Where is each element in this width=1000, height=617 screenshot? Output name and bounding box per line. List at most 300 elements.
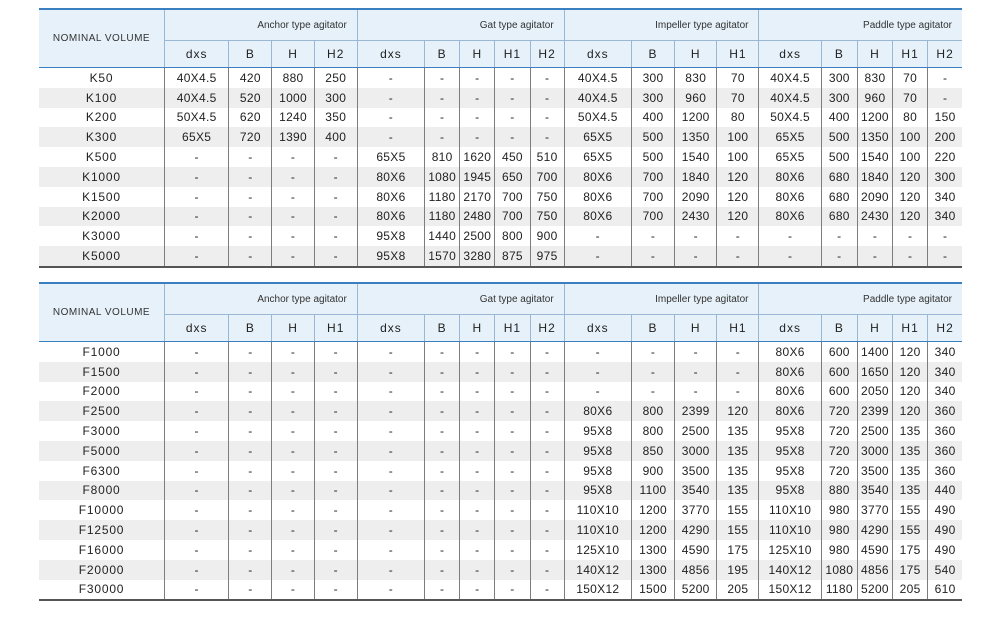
nominal-volume-cell: F16000 bbox=[39, 540, 165, 560]
column-header: dxs bbox=[357, 315, 424, 342]
table-cell: - bbox=[530, 481, 564, 501]
table-cell: 135 bbox=[717, 421, 759, 441]
table-cell: 830 bbox=[857, 68, 892, 88]
table-cell: 1440 bbox=[425, 226, 460, 246]
table-cell: 70 bbox=[717, 88, 759, 108]
table-cell: 400 bbox=[314, 127, 357, 147]
table-cell: - bbox=[821, 246, 857, 267]
table-cell: 880 bbox=[272, 68, 314, 88]
table-cell: 720 bbox=[821, 401, 857, 421]
table-cell: 95X8 bbox=[564, 481, 631, 501]
table-cell: - bbox=[229, 342, 272, 362]
table-cell: 980 bbox=[821, 520, 857, 540]
table-cell: - bbox=[495, 461, 530, 481]
table-row bbox=[39, 342, 962, 362]
table-cell: 3000 bbox=[675, 441, 717, 461]
table-cell: 2500 bbox=[460, 226, 495, 246]
table-cell: 490 bbox=[934, 503, 956, 518]
table-cell: 600 bbox=[821, 342, 857, 362]
table-cell: - bbox=[717, 362, 759, 382]
table-cell: - bbox=[425, 441, 460, 461]
table-cell: 1400 bbox=[857, 342, 892, 362]
column-header: dxs bbox=[564, 315, 631, 342]
table-cell: 95X8 bbox=[564, 441, 631, 461]
table-cell: - bbox=[314, 401, 357, 421]
table-cell: 520 bbox=[229, 88, 272, 108]
table-cell: 95X8 bbox=[564, 421, 631, 441]
table-cell: - bbox=[821, 226, 857, 246]
table-cell: 40X4.5 bbox=[165, 88, 229, 108]
table-cell: - bbox=[425, 108, 460, 128]
table-cell: - bbox=[229, 580, 272, 601]
column-header: H1 bbox=[495, 315, 530, 342]
table-cell: 135 bbox=[893, 481, 928, 501]
table-cell: 80X6 bbox=[759, 382, 821, 402]
table-cell: 5200 bbox=[675, 580, 717, 601]
table-cell: 95X8 bbox=[357, 226, 424, 246]
anchor-group-header: Anchor type agitator bbox=[165, 9, 358, 41]
table-cell: - bbox=[357, 560, 424, 580]
table-cell: 340 bbox=[934, 384, 956, 399]
table-cell: - bbox=[314, 342, 357, 362]
table-cell: - bbox=[425, 560, 460, 580]
nominal-volume-cell: K500 bbox=[39, 147, 165, 167]
table-cell: 1350 bbox=[857, 127, 892, 147]
table-cell: - bbox=[460, 88, 495, 108]
table-cell: - bbox=[314, 167, 357, 187]
table-row bbox=[39, 540, 962, 560]
nominal-volume-cell: K100 bbox=[39, 88, 165, 108]
table-cell: - bbox=[229, 226, 272, 246]
k-series-spec-table bbox=[39, 8, 962, 268]
table-cell: 2090 bbox=[675, 187, 717, 207]
table-cell: - bbox=[425, 88, 460, 108]
table-cell: - bbox=[314, 187, 357, 207]
table-cell: - bbox=[425, 382, 460, 402]
column-header: H bbox=[675, 41, 717, 68]
table-cell: - bbox=[357, 481, 424, 501]
table-cell: 100 bbox=[717, 127, 759, 147]
table-cell: - bbox=[460, 540, 495, 560]
table-cell: - bbox=[229, 187, 272, 207]
table-cell: 340 bbox=[934, 344, 956, 359]
table-cell: 1000 bbox=[272, 88, 314, 108]
column-header: H bbox=[460, 41, 495, 68]
table-cell: 40X4.5 bbox=[759, 68, 821, 88]
table-cell: - bbox=[530, 401, 564, 421]
nominal-volume-cell: K1500 bbox=[39, 187, 165, 207]
column-header: B bbox=[229, 41, 272, 68]
nominal-volume-cell: F10000 bbox=[39, 500, 165, 520]
table-cell: - bbox=[165, 520, 229, 540]
table-cell: - bbox=[272, 401, 314, 421]
table-cell: - bbox=[530, 68, 564, 88]
table-cell: 1945 bbox=[460, 167, 495, 187]
table-cell: - bbox=[165, 342, 229, 362]
table-cell: 4290 bbox=[857, 520, 892, 540]
table-cell: 120 bbox=[717, 167, 759, 187]
table-cell: - bbox=[165, 207, 229, 227]
table-cell: 440 bbox=[928, 481, 962, 501]
table-cell: 1500 bbox=[631, 580, 674, 601]
table-cell: 150X12 bbox=[564, 580, 631, 601]
table-cell: 65X5 bbox=[357, 147, 424, 167]
table-cell: - bbox=[165, 421, 229, 441]
table-cell: 110X10 bbox=[759, 500, 821, 520]
table-cell: - bbox=[314, 421, 357, 441]
column-header: dxs bbox=[564, 41, 631, 68]
table-cell: - bbox=[165, 481, 229, 501]
table-cell: - bbox=[357, 520, 424, 540]
table-cell: - bbox=[495, 580, 530, 601]
table-row bbox=[39, 147, 962, 167]
paddle-group-header: Paddle type agitator bbox=[759, 283, 962, 315]
table-cell: 810 bbox=[425, 147, 460, 167]
table-cell: - bbox=[425, 580, 460, 601]
table-cell: - bbox=[165, 540, 229, 560]
table-cell: - bbox=[425, 68, 460, 88]
table-cell: - bbox=[495, 540, 530, 560]
table-cell: 610 bbox=[928, 580, 962, 601]
table-cell: - bbox=[229, 246, 272, 267]
table-cell: 250 bbox=[314, 68, 357, 88]
table-cell: 3540 bbox=[857, 481, 892, 501]
column-header-row bbox=[39, 315, 962, 342]
table-cell: 100 bbox=[717, 147, 759, 167]
table-cell: 3540 bbox=[675, 481, 717, 501]
table-cell: - bbox=[314, 580, 357, 601]
nominal-volume-cell: F3000 bbox=[39, 421, 165, 441]
table-cell: 2399 bbox=[675, 401, 717, 421]
table-cell: 540 bbox=[928, 560, 962, 580]
anchor-group-header: Anchor type agitator bbox=[165, 283, 358, 315]
table-cell: - bbox=[165, 441, 229, 461]
table-cell: 1650 bbox=[857, 362, 892, 382]
table-cell: 300 bbox=[821, 68, 857, 88]
table-cell: - bbox=[631, 382, 674, 402]
table-cell: - bbox=[314, 246, 357, 267]
table-cell: - bbox=[314, 382, 357, 402]
table-cell: - bbox=[928, 246, 962, 267]
table-cell: 900 bbox=[530, 226, 564, 246]
table-cell: 340 bbox=[928, 362, 962, 382]
table-cell: - bbox=[314, 540, 357, 560]
table-row bbox=[39, 580, 962, 601]
column-header: H1 bbox=[717, 41, 759, 68]
table-cell: 1100 bbox=[631, 481, 674, 501]
table-cell: 490 bbox=[934, 542, 956, 557]
table-cell: - bbox=[857, 246, 892, 267]
column-header: B bbox=[821, 315, 857, 342]
table-cell: - bbox=[165, 500, 229, 520]
table-cell: - bbox=[357, 401, 424, 421]
table-row bbox=[39, 441, 962, 461]
impeller-group-header: Impeller type agitator bbox=[564, 9, 759, 41]
table-cell: - bbox=[314, 500, 357, 520]
table-cell: 80X6 bbox=[759, 362, 821, 382]
column-header: B bbox=[229, 315, 272, 342]
table-cell: - bbox=[425, 500, 460, 520]
table-cell: 700 bbox=[495, 207, 530, 227]
table-cell: 300 bbox=[631, 88, 674, 108]
table-cell: 2500 bbox=[857, 421, 892, 441]
table-cell: 110X10 bbox=[564, 520, 631, 540]
table-cell: - bbox=[272, 167, 314, 187]
table-cell: 205 bbox=[893, 580, 928, 601]
table-cell: 1840 bbox=[857, 167, 892, 187]
column-header: dxs bbox=[759, 315, 821, 342]
table-cell: - bbox=[314, 560, 357, 580]
table-cell: 120 bbox=[893, 382, 928, 402]
table-cell: 300 bbox=[631, 68, 674, 88]
table-cell: - bbox=[165, 246, 229, 267]
impeller-group-header: Impeller type agitator bbox=[564, 283, 759, 315]
table-cell: - bbox=[229, 147, 272, 167]
table-cell: 155 bbox=[893, 500, 928, 520]
table-cell: - bbox=[460, 108, 495, 128]
table-cell: 80X6 bbox=[564, 167, 631, 187]
table-cell: - bbox=[229, 167, 272, 187]
table-cell: 125X10 bbox=[564, 540, 631, 560]
table-row bbox=[39, 481, 962, 501]
table-cell: - bbox=[425, 461, 460, 481]
table-cell: - bbox=[229, 421, 272, 441]
table-cell: - bbox=[272, 362, 314, 382]
group-header-row bbox=[39, 9, 962, 41]
table-cell: - bbox=[165, 382, 229, 402]
table-cell: 50X4.5 bbox=[759, 108, 821, 128]
table-row bbox=[39, 520, 962, 540]
nominal-volume-cell: K3000 bbox=[39, 226, 165, 246]
table-cell: - bbox=[165, 226, 229, 246]
nominal-volume-cell: F12500 bbox=[39, 520, 165, 540]
column-header: H bbox=[857, 315, 892, 342]
table-cell: - bbox=[631, 226, 674, 246]
table-cell: 500 bbox=[631, 147, 674, 167]
table-cell: 80X6 bbox=[357, 167, 424, 187]
table-cell: 3500 bbox=[857, 461, 892, 481]
column-header: H1 bbox=[495, 41, 530, 68]
table-cell: - bbox=[495, 382, 530, 402]
column-header: H bbox=[857, 41, 892, 68]
table-cell: - bbox=[425, 481, 460, 501]
table-cell: 720 bbox=[229, 127, 272, 147]
table-cell: - bbox=[165, 147, 229, 167]
table-cell: - bbox=[272, 207, 314, 227]
table-row bbox=[39, 362, 962, 382]
table-cell: 65X5 bbox=[564, 127, 631, 147]
table-cell: 3000 bbox=[857, 441, 892, 461]
table-cell: - bbox=[272, 342, 314, 362]
table-cell: 40X4.5 bbox=[564, 68, 631, 88]
gat-group-header: Gat type agitator bbox=[357, 283, 564, 315]
table-cell: 80X6 bbox=[759, 167, 821, 187]
group-header-row bbox=[39, 283, 962, 315]
table-body bbox=[39, 68, 962, 267]
table-cell: - bbox=[530, 342, 564, 362]
table-cell: 360 bbox=[928, 441, 962, 461]
nominal-volume-cell: F1500 bbox=[39, 362, 165, 382]
table-cell: - bbox=[165, 461, 229, 481]
table-cell: 4856 bbox=[857, 560, 892, 580]
table-cell: - bbox=[272, 520, 314, 540]
table-cell: 1300 bbox=[631, 540, 674, 560]
table-cell: 40X4.5 bbox=[165, 68, 229, 88]
table-row bbox=[39, 68, 962, 88]
table-cell: - bbox=[272, 500, 314, 520]
column-header: dxs bbox=[165, 41, 229, 68]
table-cell: - bbox=[229, 500, 272, 520]
table-cell: 4856 bbox=[675, 560, 717, 580]
table-cell: 135 bbox=[893, 421, 928, 441]
table-cell: 120 bbox=[893, 342, 928, 362]
column-header: H bbox=[272, 41, 314, 68]
table-cell: - bbox=[495, 520, 530, 540]
table-cell: 700 bbox=[631, 187, 674, 207]
table-cell: 140X12 bbox=[564, 560, 631, 580]
nominal-volume-cell: F2500 bbox=[39, 401, 165, 421]
table-cell: 175 bbox=[893, 540, 928, 560]
table-cell: - bbox=[357, 540, 424, 560]
table-cell: - bbox=[717, 246, 759, 267]
table-cell: - bbox=[425, 540, 460, 560]
table-cell: - bbox=[564, 226, 631, 246]
table-cell: - bbox=[229, 481, 272, 501]
table-cell: 1240 bbox=[272, 108, 314, 128]
table-cell: 70 bbox=[893, 68, 928, 88]
table-cell: 150X12 bbox=[759, 580, 821, 601]
nominal-volume-cell: F30000 bbox=[39, 580, 165, 601]
table-cell: - bbox=[314, 362, 357, 382]
table-cell: 195 bbox=[717, 560, 759, 580]
table-cell: - bbox=[314, 481, 357, 501]
table-cell: - bbox=[942, 70, 948, 85]
table-row bbox=[39, 88, 962, 108]
table-cell: - bbox=[530, 500, 564, 520]
table-cell: - bbox=[530, 127, 564, 147]
table-cell: - bbox=[229, 362, 272, 382]
table-cell: - bbox=[272, 540, 314, 560]
column-header: B bbox=[631, 41, 674, 68]
table-cell: - bbox=[357, 362, 424, 382]
table-cell: - bbox=[631, 246, 674, 267]
table-cell: 110X10 bbox=[564, 500, 631, 520]
table-cell: 600 bbox=[821, 382, 857, 402]
table-cell: 360 bbox=[934, 424, 956, 439]
table-row bbox=[39, 108, 962, 128]
table-cell: - bbox=[495, 88, 530, 108]
table-row bbox=[39, 560, 962, 580]
table-cell: - bbox=[495, 127, 530, 147]
table-cell: 80X6 bbox=[564, 207, 631, 227]
table-cell: - bbox=[229, 560, 272, 580]
table-cell: 1200 bbox=[675, 108, 717, 128]
table-cell: - bbox=[357, 108, 424, 128]
table-cell: 2430 bbox=[857, 207, 892, 227]
table-cell: 3500 bbox=[675, 461, 717, 481]
table-cell: - bbox=[357, 500, 424, 520]
table-cell: 5200 bbox=[857, 580, 892, 601]
table-cell: - bbox=[460, 560, 495, 580]
nominal-volume-cell: K200 bbox=[39, 108, 165, 128]
table-cell: 135 bbox=[717, 481, 759, 501]
paddle-group-header: Paddle type agitator bbox=[759, 9, 962, 41]
table-cell: - bbox=[314, 441, 357, 461]
nominal-volume-cell: K5000 bbox=[39, 246, 165, 267]
table-cell: 1080 bbox=[821, 560, 857, 580]
table-cell: - bbox=[460, 382, 495, 402]
table-cell: 155 bbox=[717, 520, 759, 540]
nominal-volume-cell: F5000 bbox=[39, 441, 165, 461]
table-cell: 135 bbox=[893, 461, 928, 481]
table-cell: - bbox=[460, 520, 495, 540]
table-cell: - bbox=[530, 540, 564, 560]
table-cell: 960 bbox=[857, 88, 892, 108]
table-cell: 1350 bbox=[675, 127, 717, 147]
table-cell: - bbox=[272, 560, 314, 580]
table-cell: 175 bbox=[893, 560, 928, 580]
nominal-volume-header: NOMINAL VOLUME bbox=[39, 9, 165, 68]
table-cell: 135 bbox=[717, 461, 759, 481]
table-cell: - bbox=[357, 580, 424, 601]
table-cell: 1180 bbox=[425, 207, 460, 227]
table-cell: - bbox=[229, 401, 272, 421]
table-cell: 300 bbox=[314, 88, 357, 108]
table-cell: 3280 bbox=[460, 246, 495, 267]
table-cell: 1180 bbox=[425, 187, 460, 207]
nominal-volume-cell: K300 bbox=[39, 127, 165, 147]
table-cell: 80X6 bbox=[759, 187, 821, 207]
table-cell: - bbox=[564, 382, 631, 402]
table-cell: - bbox=[357, 421, 424, 441]
table-cell: 1570 bbox=[425, 246, 460, 267]
table-cell: - bbox=[272, 246, 314, 267]
column-header: H2 bbox=[314, 41, 357, 68]
nominal-volume-cell: F8000 bbox=[39, 481, 165, 501]
table-cell: - bbox=[564, 362, 631, 382]
table-cell: 80 bbox=[893, 108, 928, 128]
column-header: H1 bbox=[893, 315, 928, 342]
table-cell: 120 bbox=[717, 401, 759, 421]
table-cell: - bbox=[495, 441, 530, 461]
table-cell: - bbox=[272, 441, 314, 461]
nominal-volume-cell: F6300 bbox=[39, 461, 165, 481]
column-header: H1 bbox=[717, 315, 759, 342]
table-cell: 65X5 bbox=[759, 147, 821, 167]
table-cell: - bbox=[425, 362, 460, 382]
table-cell: - bbox=[272, 382, 314, 402]
table-cell: 100 bbox=[893, 127, 928, 147]
table-cell: - bbox=[460, 401, 495, 421]
table-cell: - bbox=[530, 520, 564, 540]
table-cell: 120 bbox=[717, 187, 759, 207]
table-cell: 120 bbox=[893, 207, 928, 227]
column-header: H1 bbox=[314, 315, 357, 342]
nominal-volume-cell: K2000 bbox=[39, 207, 165, 227]
table-cell: 880 bbox=[821, 481, 857, 501]
table-cell: 650 bbox=[495, 167, 530, 187]
table-cell: 135 bbox=[893, 441, 928, 461]
table-cell: 720 bbox=[821, 441, 857, 461]
column-header: B bbox=[631, 315, 674, 342]
column-header: B bbox=[425, 41, 460, 68]
table-cell: - bbox=[229, 207, 272, 227]
table-cell: 800 bbox=[631, 421, 674, 441]
table-cell: 1300 bbox=[631, 560, 674, 580]
table-cell: - bbox=[530, 382, 564, 402]
table-cell: 80X6 bbox=[357, 207, 424, 227]
table-cell: - bbox=[530, 108, 564, 128]
